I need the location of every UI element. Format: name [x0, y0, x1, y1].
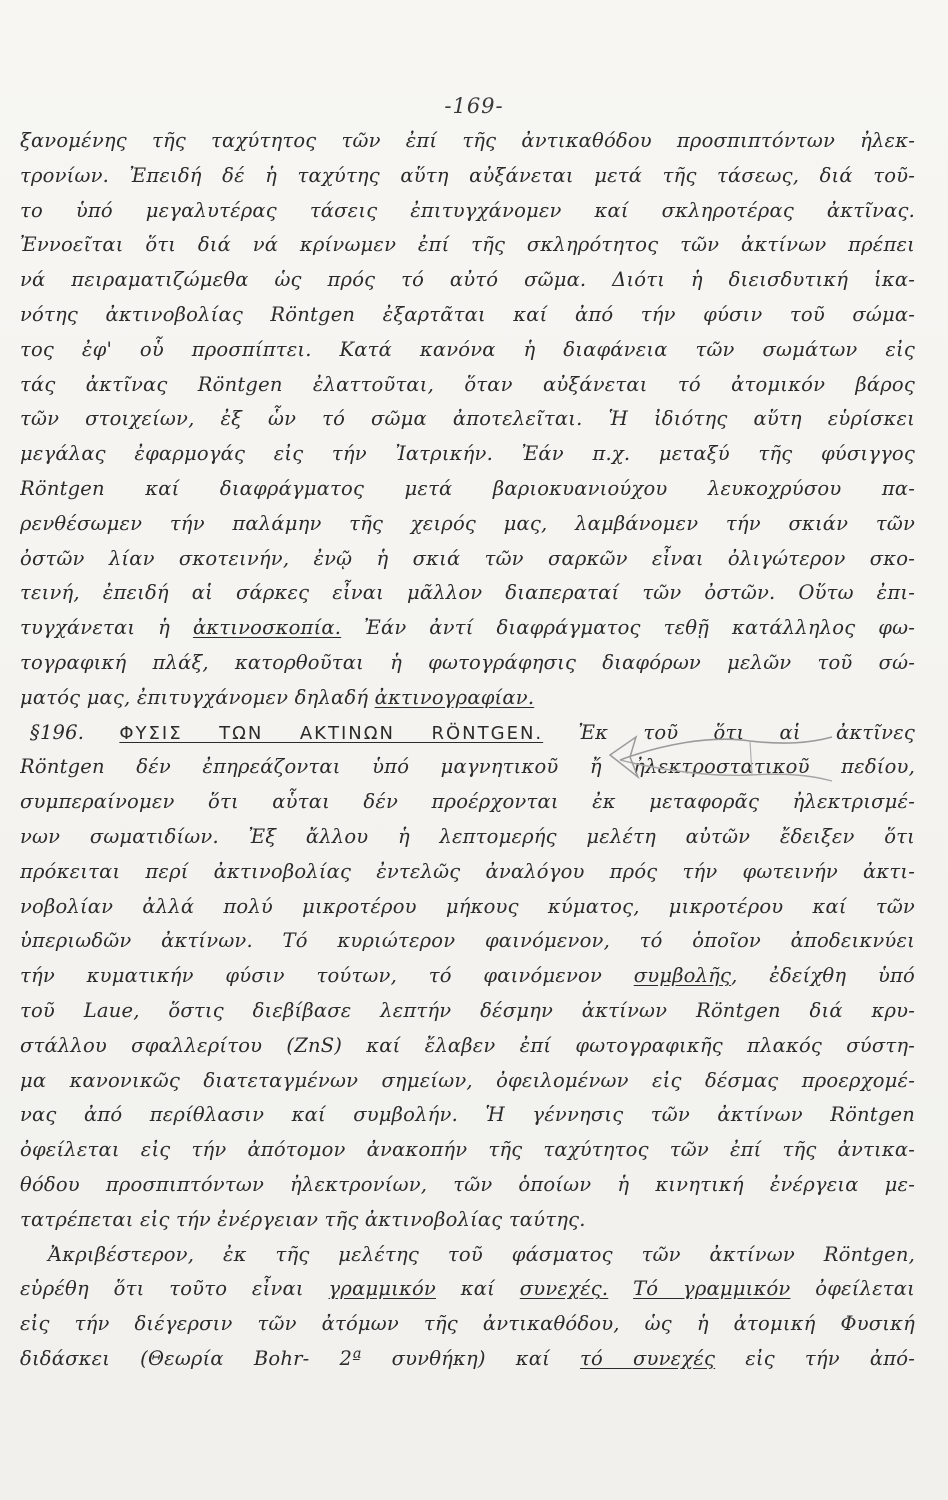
text-line [20, 507, 915, 542]
text-segment: πρόκειται περί ἀκτινοβολίας ἐντελῶς ἀναλόγου πρός τήν φωτεινήν ἀκτι- [20, 859, 915, 883]
text-segment: νότης ἀκτινοβολίας Röntgen ἐξαρτᾶται καί ἀπό τήν φύσιν τοῦ σώμα- [20, 302, 915, 326]
text-line [20, 159, 915, 194]
text-segment: τεινή, ἐπειδή αἱ σάρκες εἶναι μᾶλλον διαπεραταί τῶν ὀστῶν. Οὕτω ἐπι- [20, 581, 915, 605]
text-line [20, 1168, 915, 1203]
text-line [20, 1029, 915, 1064]
text-segment: ξανομένης τῆς ταχύτητος τῶν ἐπί τῆς ἀντικαθόδου προσπιπτόντων ἠλεκ- [20, 129, 915, 152]
text-segment: θόδου προσπιπτόντων ἠλεκτρονίων, τῶν ὁποίων ἡ κινητική ἐνέργεια με- [20, 1172, 915, 1196]
text-segment: τῶν στοιχείων, ἐξ ὧν τό σῶμα ἀποτελεῖται. Ἡ ἰδιότης αὕτη εὑρίσκει [20, 407, 915, 431]
text-segment: τατρέπεται εἰς τήν ἐνέργειαν τῆς ἀκτινοβολίας ταύτης. [20, 1207, 586, 1231]
text-segment: τογραφική πλάξ, κατορθοῦται ἡ φωτογράφησις διαφόρων μελῶν τοῦ σώ- [20, 650, 915, 674]
text-segment: τοῦ Laue, ὅστις διεβίβασε λεπτήν δέσμην ἀκτίνων Röntgen διά κρυ- [20, 998, 915, 1022]
text-segment: νά πειραματιζώμεθα ὡς πρός τό αὐτό σῶμα. Διότι ἡ διεισδυτική ἱκα- [20, 268, 915, 292]
underlined-term: ἀκτινογραφίαν. [374, 685, 535, 709]
text-line [20, 576, 915, 611]
text-line [20, 472, 915, 507]
text-line [20, 924, 915, 959]
text-line [20, 820, 915, 855]
underlined-term: συμβολῆς [633, 964, 732, 988]
text-segment: νας ἀπό περίθλασιν καί συμβολήν. Ἡ γέννησις τῶν ἀκτίνων Röntgen [20, 1103, 915, 1127]
text-segment: Ἐάν ἀντί διαφράγματος τεθῇ κατάλληλος φω- [341, 616, 915, 640]
text-segment: §196. [30, 720, 120, 744]
text-line [20, 402, 915, 437]
section-title: ΦΥΣΙΣ ΤΩΝ ΑΚΤΙΝΩΝ RÖNTGEN. [119, 722, 544, 744]
text-segment: ὀφείλεται [790, 1277, 915, 1301]
text-segment: καί [435, 1277, 520, 1301]
text-segment: στάλλου σφαλλερίτου (ZnS) καί ἔλαβεν ἐπί φωτογραφικῆς πλακός σύστη- [20, 1033, 915, 1057]
text-segment: Ἐννοεῖται ὅτι διά νά κρίνωμεν ἐπί τῆς σκληρότητος τῶν ἀκτίνων πρέπει [20, 233, 915, 257]
pencil-arrow-mark [600, 715, 840, 800]
text-segment: ρενθέσωμεν τήν παλάμην τῆς χειρός μας, λαμβάνομεν τήν σκιάν τῶν [20, 511, 915, 535]
text-segment: εὑρέθη ὅτι τοῦτο εἶναι [20, 1277, 329, 1301]
text-line [20, 368, 915, 403]
text-segment: ὀφείλεται εἰς τήν ἀπότομον ἀνακοπήν τῆς ταχύτητος τῶν ἐπί τῆς ἀντικα- [20, 1138, 915, 1162]
text-segment: Ἀκριβέστερον, ἐκ τῆς μελέτης τοῦ φάσματος τῶν ἀκτίνων Röntgen, [48, 1242, 915, 1266]
text-segment: Röntgen καί διαφράγματος μετά βαριοκυανιούχου λευκοχρύσου πα- [20, 476, 915, 500]
text-line [20, 611, 915, 646]
text-segment: νων σωματιδίων. Ἐξ ἄλλου ἡ λεπτομερής μελέτη αὐτῶν ἔδειξεν ὅτι [20, 824, 915, 848]
text-segment: Ἐκ τοῦ ὅτι αἱ ἀκτῖνες [543, 720, 915, 744]
text-line [20, 542, 915, 577]
text-segment: , ἐδείχθη ὑπό [731, 964, 915, 988]
text-line [20, 959, 915, 994]
text-segment: μα κανονικῶς διατεταγμένων σημείων, ὀφειλομένων εἰς δέσμας προερχομέ- [20, 1068, 915, 1092]
underlined-term: συνεχές. [519, 1277, 609, 1301]
text-segment: τρονίων. Ἐπειδή δέ ἡ ταχύτης αὕτη αὐξάνεται μετά τῆς τάσεως, διά τοῦ- [20, 163, 915, 187]
text-segment: νοβολίαν ἀλλά πολύ μικροτέρου μήκους κύματος, μικροτέρου καί τῶν [20, 894, 915, 918]
text-segment: Röntgen δέν ἐπηρεάζονται ὑπό μαγνητικοῦ ἤ ἠλεκτροστατικοῦ πεδίου, [20, 755, 915, 779]
text-segment: τήν κυματικήν φύσιν τούτων, τό φαινόμενον [20, 964, 634, 988]
text-line [20, 194, 915, 229]
text-segment: μεγάλας ἐφαρμογάς εἰς τήν Ἰατρικήν. Ἐάν π.χ. μεταξύ τῆς φύσιγγος [20, 442, 915, 466]
text-segment: εἰς τήν ἀπό- [715, 1346, 915, 1370]
text-line [20, 437, 915, 472]
text-segment: τυγχάνεται ἡ [20, 616, 193, 640]
text-segment: τος ἐφ' οὗ προσπίπτει. Κατά κανόνα ἡ διαφάνεια τῶν σωμάτων εἰς [20, 337, 915, 361]
text-line [20, 1307, 915, 1342]
text-segment: ὑπεριωδῶν ἀκτίνων. Τό κυριώτερον φαινόμενον, τό ὁποῖον ἀποδεικνύει [20, 929, 915, 953]
text-line [20, 855, 915, 890]
text-segment: τάς ἀκτῖνας Röntgen ἐλαττοῦται, ὅταν αὐξάνεται τό ἀτομικόν βάρος [20, 372, 915, 396]
text-line [20, 890, 915, 925]
text-line [20, 1098, 915, 1133]
text-segment: συμπεραίνομεν ὅτι αὗται δέν προέρχονται ἐκ μεταφορᾶς ἠλεκτρισμέ- [20, 790, 915, 814]
underlined-term: γραμμικόν [328, 1277, 436, 1301]
text-line [20, 1133, 915, 1168]
text-line [20, 333, 915, 368]
text-line [20, 994, 915, 1029]
text-line [20, 263, 915, 298]
text-segment: ματός μας, ἐπιτυγχάνομεν δηλαδή [20, 685, 375, 709]
underlined-term: τό συνεχές [580, 1346, 716, 1370]
text-line [20, 1272, 915, 1307]
text-line [20, 228, 915, 263]
text-segment [608, 1277, 633, 1300]
text-line [20, 1342, 915, 1377]
underlined-term: ἀκτινοσκοπία. [192, 616, 342, 640]
text-line [20, 124, 915, 159]
text-segment: ὀστῶν λίαν σκοτεινήν, ἐνῷ ἡ σκιά τῶν σαρκῶν εἶναι ὀλιγώτερον σκο- [20, 546, 915, 570]
text-segment: διδάσκει (Θεωρία Bohr- 2ª συνθήκη) καί [20, 1346, 581, 1370]
text-line [20, 681, 915, 716]
text-line [20, 646, 915, 681]
text-line [20, 1238, 915, 1273]
text-line [20, 1064, 915, 1099]
page-number: -169- [444, 94, 504, 118]
text-line [20, 1203, 915, 1238]
text-line [20, 298, 915, 333]
text-segment: εἰς τήν διέγερσιν τῶν ἀτόμων τῆς ἀντικαθόδου, ὡς ἡ ἀτομική Φυσική [20, 1312, 915, 1336]
underlined-term: Τό γραμμικόν [633, 1277, 791, 1301]
text-segment: το ὑπό μεγαλυτέρας τάσεις ἐπιτυγχάνομεν καί σκληροτέρας ἀκτῖνας. [20, 198, 915, 222]
